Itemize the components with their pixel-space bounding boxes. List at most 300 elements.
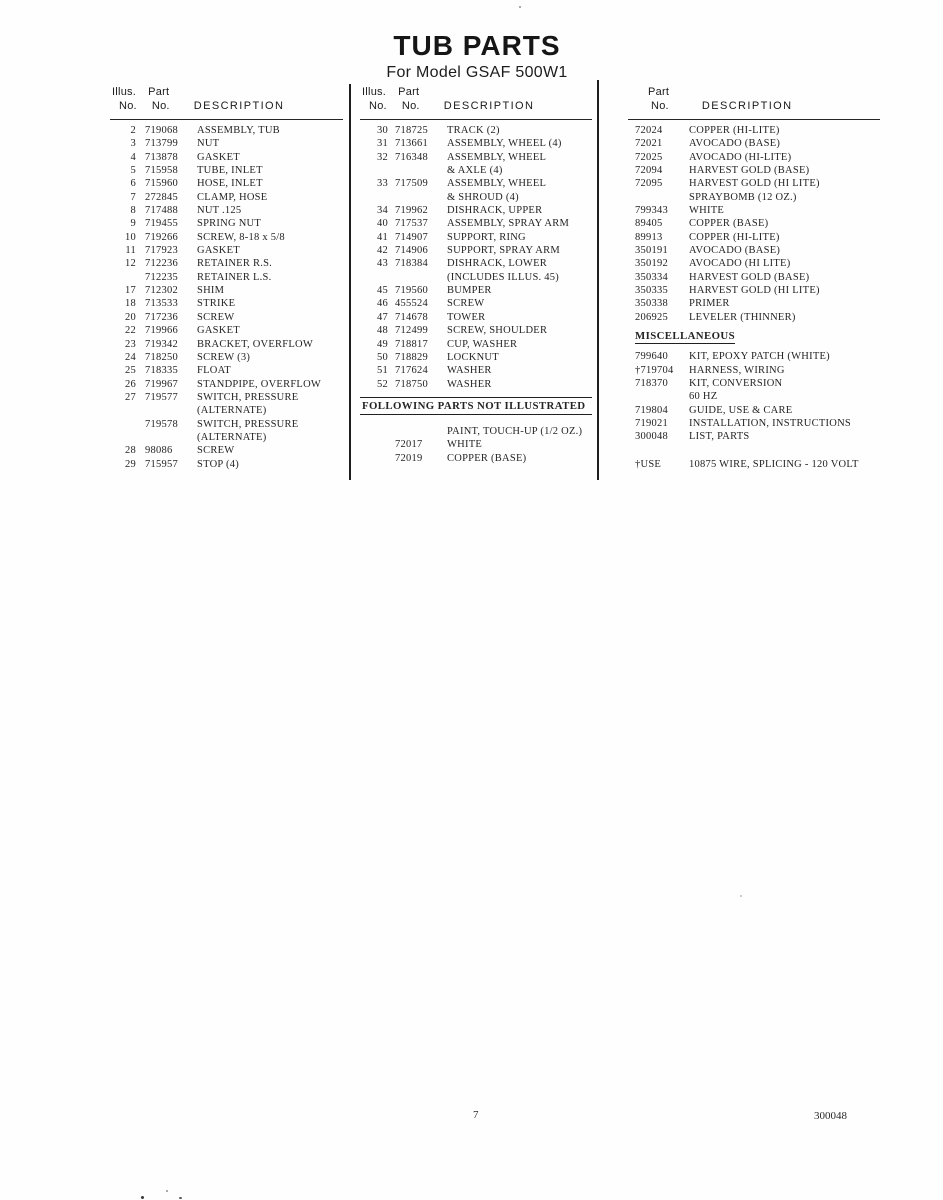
- illus-no-cell: 3: [130, 138, 136, 150]
- part-no-cell: 719068: [145, 125, 178, 136]
- description-cell: GASKET: [197, 325, 240, 337]
- table-row: [628, 217, 880, 230]
- scan-speck: [166, 1190, 168, 1192]
- description-cell: PAINT, TOUCH-UP (1/2 OZ.): [447, 425, 583, 437]
- description-cell: BUMPER: [447, 285, 492, 297]
- illus-no-cell: [360, 164, 388, 177]
- description-cell: SWITCH, PRESSURE: [197, 418, 299, 430]
- table-row: [110, 137, 343, 150]
- part-no-cell: 717923: [145, 245, 178, 257]
- description-cell: (ALTERNATE): [197, 431, 267, 443]
- not-illustrated-rows: [360, 425, 592, 465]
- part-no-cell: 718817: [395, 338, 428, 350]
- illus-no-cell: 46: [377, 298, 388, 310]
- part-no-cell: 714678: [395, 311, 428, 323]
- table-row: [110, 378, 343, 391]
- miscellaneous-heading: MISCELLANEOUS: [635, 330, 735, 343]
- table-row: [110, 244, 343, 257]
- part-no-cell: 715960: [145, 178, 178, 190]
- description-cell: SPRING NUT: [197, 218, 262, 230]
- description-cell: BRACKET, OVERFLOW: [197, 338, 314, 350]
- table-row: [110, 324, 343, 337]
- scan-speck: [740, 895, 742, 897]
- illus-no-cell: 7: [130, 191, 136, 203]
- table-row: [110, 418, 343, 431]
- description-cell: RETAINER R.S.: [197, 258, 273, 270]
- part-no-cell: 89405: [635, 218, 663, 230]
- table-row: [110, 297, 343, 310]
- table-header: [360, 86, 592, 120]
- table-row: [628, 177, 880, 190]
- part-no-cell: 712302: [145, 285, 178, 297]
- table-row: [628, 191, 880, 204]
- parts-table-column-2: [360, 86, 592, 465]
- description-cell: STANDPIPE, OVERFLOW: [197, 378, 322, 390]
- table-row: [110, 364, 343, 377]
- description-cell: ASSEMBLY, TUB: [197, 125, 280, 136]
- description-cell: SUPPORT, RING: [447, 231, 526, 243]
- table-row: [360, 425, 592, 438]
- illus-no-cell: 45: [377, 285, 388, 297]
- header-part-label: Part: [648, 86, 670, 98]
- illus-no-cell: 41: [377, 231, 388, 243]
- table-row: [360, 204, 592, 217]
- table-row: [110, 404, 343, 417]
- description-cell: HARVEST GOLD (BASE): [689, 271, 810, 283]
- illus-no-cell: 43: [377, 258, 388, 270]
- column-divider: [597, 80, 599, 480]
- part-no-cell: 712235: [145, 271, 178, 283]
- table-row: [360, 257, 592, 270]
- illus-no-cell: 18: [125, 298, 136, 310]
- description-cell: WHITE: [689, 205, 725, 217]
- part-no-cell: 717236: [145, 311, 178, 323]
- description-cell: LIST, PARTS: [689, 431, 750, 443]
- part-no-cell: 718384: [395, 258, 428, 270]
- table-row: [110, 231, 343, 244]
- part-no-cell: 715958: [145, 165, 178, 177]
- table-row: [360, 311, 592, 324]
- part-no-cell: 719455: [145, 218, 178, 230]
- table-row: [110, 391, 343, 404]
- part-no-cell: 72021: [635, 138, 663, 150]
- part-no-cell: 300048: [635, 431, 668, 443]
- illus-no-cell: 12: [125, 258, 136, 270]
- part-no-cell: 719021: [635, 417, 668, 429]
- illus-no-cell: 5: [130, 165, 136, 177]
- table-row: [628, 404, 880, 417]
- description-cell: AVOCADO (HI LITE): [689, 258, 791, 270]
- description-cell: AVOCADO (BASE): [689, 245, 781, 257]
- description-cell: & SHROUD (4): [447, 191, 519, 203]
- description-cell: DISHRACK, LOWER: [447, 258, 547, 270]
- table-row: [360, 271, 592, 284]
- scan-speck: [179, 1197, 182, 1199]
- part-no-cell: [145, 431, 195, 444]
- table-row: [628, 430, 880, 443]
- header-description-label: DESCRIPTION: [443, 100, 535, 112]
- header-description-label: DESCRIPTION: [701, 100, 793, 112]
- description-cell: AVOCADO (HI-LITE): [689, 151, 792, 163]
- description-cell: ASSEMBLY, WHEEL: [447, 178, 547, 190]
- part-no-cell: [395, 425, 445, 438]
- parts-rows: [110, 124, 343, 471]
- illus-no-cell: 30: [377, 125, 388, 136]
- part-no-cell: 717624: [395, 365, 428, 377]
- illus-no-cell: [110, 271, 136, 284]
- table-header: [110, 86, 343, 120]
- description-cell: LEVELER (THINNER): [689, 311, 796, 323]
- table-row: [110, 284, 343, 297]
- description-cell: LOCKNUT: [447, 351, 499, 363]
- header-part-label: Part: [148, 86, 170, 98]
- part-no-cell: 455524: [395, 298, 428, 310]
- table-header: [628, 86, 880, 120]
- illus-no-cell: 25: [125, 365, 136, 377]
- description-cell: SCREW, 8-18 x 5/8: [197, 231, 285, 243]
- part-no-cell: 719560: [395, 285, 428, 297]
- parts-rows: [360, 124, 592, 391]
- part-no-cell: 719266: [145, 231, 178, 243]
- table-row: [360, 124, 592, 137]
- part-no-cell: 272845: [145, 191, 178, 203]
- illus-no-cell: 23: [125, 338, 136, 350]
- part-no-cell: 719967: [145, 378, 178, 390]
- description-cell: SPRAYBOMB (12 OZ.): [689, 191, 797, 203]
- illus-no-cell: 29: [125, 458, 136, 470]
- illus-no-cell: 49: [377, 338, 388, 350]
- table-row: [628, 364, 880, 377]
- description-cell: CUP, WASHER: [447, 338, 518, 350]
- description-cell: HARVEST GOLD (HI LITE): [689, 178, 820, 190]
- illus-no-cell: [110, 418, 136, 431]
- part-no-cell: 719962: [395, 205, 428, 217]
- part-no-cell: 714907: [395, 231, 428, 243]
- table-row: [110, 177, 343, 190]
- page-subtitle: For Model GSAF 500W1: [386, 64, 568, 81]
- illus-no-cell: 17: [125, 285, 136, 297]
- part-no-cell: 72095: [635, 178, 663, 190]
- illus-no-cell: 9: [130, 218, 136, 230]
- description-cell: KIT, EPOXY PATCH (WHITE): [689, 351, 830, 363]
- description-cell: 60 HZ: [689, 391, 718, 403]
- table-row: [360, 351, 592, 364]
- illus-no-cell: 22: [125, 325, 136, 337]
- part-no-cell: 350191: [635, 245, 668, 257]
- part-no-cell: 719342: [145, 338, 178, 350]
- table-row: [110, 124, 343, 137]
- description-cell: NUT: [197, 138, 220, 150]
- description-cell: HARNESS, WIRING: [689, 364, 785, 376]
- part-no-cell: 206925: [635, 311, 668, 323]
- illus-no-cell: 20: [125, 311, 136, 323]
- illus-no-cell: [110, 404, 136, 417]
- part-no-cell: 713661: [395, 138, 428, 150]
- description-cell: COPPER (BASE): [689, 218, 769, 230]
- table-row: [110, 257, 343, 270]
- page-number: 7: [473, 1109, 479, 1121]
- table-row: [110, 217, 343, 230]
- description-cell: SCREW, SHOULDER: [447, 325, 548, 337]
- illus-no-cell: 42: [377, 245, 388, 257]
- description-cell: HOSE, INLET: [197, 178, 263, 190]
- description-cell: GUIDE, USE & CARE: [689, 404, 793, 416]
- header-illus-label: Illus.: [112, 86, 137, 98]
- table-row: [360, 438, 592, 451]
- part-no-cell: [635, 390, 687, 403]
- part-no-cell: 719804: [635, 404, 668, 416]
- footnote-marker: †USE: [635, 458, 662, 470]
- table-row: [110, 164, 343, 177]
- table-row: [360, 284, 592, 297]
- description-cell: SCREW (3): [197, 351, 251, 363]
- part-no-cell: 718725: [395, 125, 428, 136]
- table-row: [628, 257, 880, 270]
- parts-table-column-3: [628, 86, 880, 471]
- not-illustrated-heading: FOLLOWING PARTS NOT ILLUSTRATED: [360, 397, 592, 415]
- header-no-label: No.: [119, 100, 137, 112]
- part-no-cell: 350335: [635, 285, 668, 297]
- table-row: [110, 458, 343, 471]
- part-no-cell: 718750: [395, 378, 428, 390]
- description-cell: ASSEMBLY, WHEEL: [447, 151, 547, 163]
- part-no-cell: 719966: [145, 325, 178, 337]
- part-no-cell: 72025: [635, 151, 663, 163]
- table-row: [360, 297, 592, 310]
- illus-no-cell: 52: [377, 378, 388, 390]
- part-no-cell: 350192: [635, 258, 668, 270]
- illus-no-cell: 40: [377, 218, 388, 230]
- part-no-cell: 72024: [635, 125, 663, 136]
- part-no-cell: 350334: [635, 271, 668, 283]
- illus-no-cell: [360, 425, 388, 438]
- illus-no-cell: 8: [130, 205, 136, 217]
- table-row: [628, 151, 880, 164]
- illus-no-cell: 2: [130, 125, 136, 136]
- table-row: [360, 364, 592, 377]
- table-row: [360, 164, 592, 177]
- part-no-cell: 799343: [635, 205, 668, 217]
- description-cell: TRACK (2): [447, 125, 500, 136]
- parts-rows: [628, 124, 880, 324]
- part-no-cell: 719578: [145, 418, 178, 430]
- part-no-cell: 718370: [635, 377, 668, 389]
- description-cell: NUT .125: [197, 205, 242, 217]
- part-no-cell: 713533: [145, 298, 178, 310]
- table-row: [360, 137, 592, 150]
- part-no-cell: 713799: [145, 138, 178, 150]
- description-cell: STOP (4): [197, 458, 239, 470]
- part-no-cell: 713878: [145, 151, 178, 163]
- illus-no-cell: 51: [377, 365, 388, 377]
- table-row: [360, 244, 592, 257]
- part-no-cell: 72019: [395, 452, 423, 464]
- footnote-row: [628, 458, 880, 471]
- table-row: [628, 271, 880, 284]
- illus-no-cell: 10: [125, 231, 136, 243]
- description-cell: COPPER (HI-LITE): [689, 125, 780, 136]
- table-row: [628, 390, 880, 403]
- table-row: [360, 324, 592, 337]
- table-row: [110, 311, 343, 324]
- part-no-cell: 72094: [635, 165, 663, 177]
- part-no-cell: 89913: [635, 231, 663, 243]
- table-row: [628, 124, 880, 137]
- part-no-cell: 717488: [145, 205, 178, 217]
- table-row: [360, 191, 592, 204]
- description-cell: COPPER (HI-LITE): [689, 231, 780, 243]
- table-row: [628, 164, 880, 177]
- table-row: [628, 297, 880, 310]
- part-no-cell: 718335: [145, 365, 178, 377]
- illus-no-cell: 33: [377, 178, 388, 190]
- part-no-cell: 712499: [395, 325, 428, 337]
- part-no-cell: 719577: [145, 391, 178, 403]
- table-row: [628, 204, 880, 217]
- description-cell: (INCLUDES ILLUS. 45): [447, 271, 560, 283]
- description-cell: HARVEST GOLD (BASE): [689, 165, 810, 177]
- description-cell: DISHRACK, UPPER: [447, 205, 543, 217]
- illus-no-cell: 11: [125, 245, 136, 257]
- header-no-label: No.: [401, 100, 420, 112]
- description-cell: SCREW: [197, 311, 235, 323]
- illus-no-cell: 28: [125, 445, 136, 457]
- illus-no-cell: [360, 191, 388, 204]
- table-row: [110, 338, 343, 351]
- table-row: [628, 350, 880, 363]
- part-no-cell: [395, 164, 445, 177]
- illus-no-cell: 34: [377, 205, 388, 217]
- description-cell: ASSEMBLY, SPRAY ARM: [447, 218, 570, 230]
- header-part-label: Part: [398, 86, 420, 98]
- description-cell: SHIM: [197, 285, 225, 297]
- illus-no-cell: 26: [125, 378, 136, 390]
- part-no-cell: [635, 191, 687, 204]
- description-cell: WASHER: [447, 378, 492, 390]
- table-row: [628, 284, 880, 297]
- header-no-label: No.: [651, 100, 669, 112]
- illus-no-cell: [110, 431, 136, 444]
- description-cell: FLOAT: [197, 365, 231, 377]
- miscellaneous-rows: [628, 350, 880, 443]
- part-no-cell: 712236: [145, 258, 178, 270]
- illus-no-cell: 24: [125, 351, 136, 363]
- description-cell: & AXLE (4): [447, 165, 503, 177]
- table-row: [628, 244, 880, 257]
- header-no-label: No.: [369, 100, 387, 112]
- table-row: [628, 137, 880, 150]
- part-no-cell: [395, 271, 445, 284]
- footnote-text: 10875 WIRE, SPLICING - 120 VOLT: [689, 458, 859, 470]
- part-no-cell: 718829: [395, 351, 428, 363]
- table-row: [110, 444, 343, 457]
- part-no-cell: 716348: [395, 151, 428, 163]
- table-row: [110, 431, 343, 444]
- column-divider: [349, 84, 351, 480]
- description-cell: SCREW: [197, 445, 235, 457]
- part-no-cell: 350338: [635, 298, 668, 310]
- part-no-cell: 72017: [395, 439, 423, 451]
- scan-speck: [519, 6, 521, 8]
- description-cell: COPPER (BASE): [447, 452, 527, 464]
- table-row: [360, 338, 592, 351]
- illus-no-cell: [360, 452, 388, 465]
- illus-no-cell: 6: [130, 178, 136, 190]
- table-row: [110, 151, 343, 164]
- description-cell: HARVEST GOLD (HI LITE): [689, 285, 820, 297]
- illus-no-cell: 47: [377, 311, 388, 323]
- table-row: [360, 151, 592, 164]
- table-row: [360, 217, 592, 230]
- description-cell: SWITCH, PRESSURE: [197, 391, 299, 403]
- description-cell: GASKET: [197, 151, 240, 163]
- illus-no-cell: 4: [130, 151, 136, 163]
- table-row: [628, 377, 880, 390]
- table-row: [360, 452, 592, 465]
- header-illus-label: Illus.: [362, 86, 387, 98]
- part-no-cell: †719704: [635, 364, 674, 376]
- illus-no-cell: 27: [125, 391, 136, 403]
- description-cell: WASHER: [447, 365, 492, 377]
- table-row: [110, 351, 343, 364]
- table-row: [110, 204, 343, 217]
- table-row: [360, 378, 592, 391]
- illus-no-cell: 31: [377, 138, 388, 150]
- table-row: [110, 271, 343, 284]
- part-no-cell: 717537: [395, 218, 428, 230]
- table-row: [110, 191, 343, 204]
- description-cell: SCREW: [447, 298, 485, 310]
- table-row: [360, 231, 592, 244]
- part-no-cell: 715957: [145, 458, 178, 470]
- table-row: [360, 177, 592, 190]
- description-cell: PRIMER: [689, 298, 730, 310]
- illus-no-cell: [360, 438, 388, 451]
- part-no-cell: 717509: [395, 178, 428, 190]
- description-cell: CLAMP, HOSE: [197, 191, 268, 203]
- description-cell: GASKET: [197, 245, 240, 257]
- description-cell: RETAINER L.S.: [197, 271, 272, 283]
- header-description-label: DESCRIPTION: [193, 100, 285, 112]
- part-no-cell: 98086: [145, 445, 173, 457]
- description-cell: STRIKE: [197, 298, 236, 310]
- table-row: [628, 311, 880, 324]
- parts-table-column-1: [110, 86, 343, 471]
- part-no-cell: [145, 404, 195, 417]
- description-cell: TUBE, INLET: [197, 165, 263, 177]
- page-title: TUB PARTS: [393, 30, 561, 61]
- illus-no-cell: 48: [377, 325, 388, 337]
- part-no-cell: [395, 191, 445, 204]
- description-cell: WHITE: [447, 439, 483, 451]
- description-cell: TOWER: [447, 311, 486, 323]
- table-row: [628, 231, 880, 244]
- description-cell: ASSEMBLY, WHEEL (4): [447, 138, 562, 150]
- description-cell: (ALTERNATE): [197, 405, 267, 417]
- illus-no-cell: 32: [377, 151, 388, 163]
- description-cell: INSTALLATION, INSTRUCTIONS: [689, 417, 851, 429]
- document-number: 300048: [814, 1110, 847, 1122]
- description-cell: KIT, CONVERSION: [689, 377, 783, 389]
- table-row: [628, 417, 880, 430]
- part-no-cell: 799640: [635, 351, 668, 363]
- scan-speck: [141, 1196, 144, 1199]
- description-cell: SUPPORT, SPRAY ARM: [447, 245, 560, 257]
- part-no-cell: 714906: [395, 245, 428, 257]
- illus-no-cell: [360, 271, 388, 284]
- illus-no-cell: 50: [377, 351, 388, 363]
- header-no-label: No.: [151, 100, 170, 112]
